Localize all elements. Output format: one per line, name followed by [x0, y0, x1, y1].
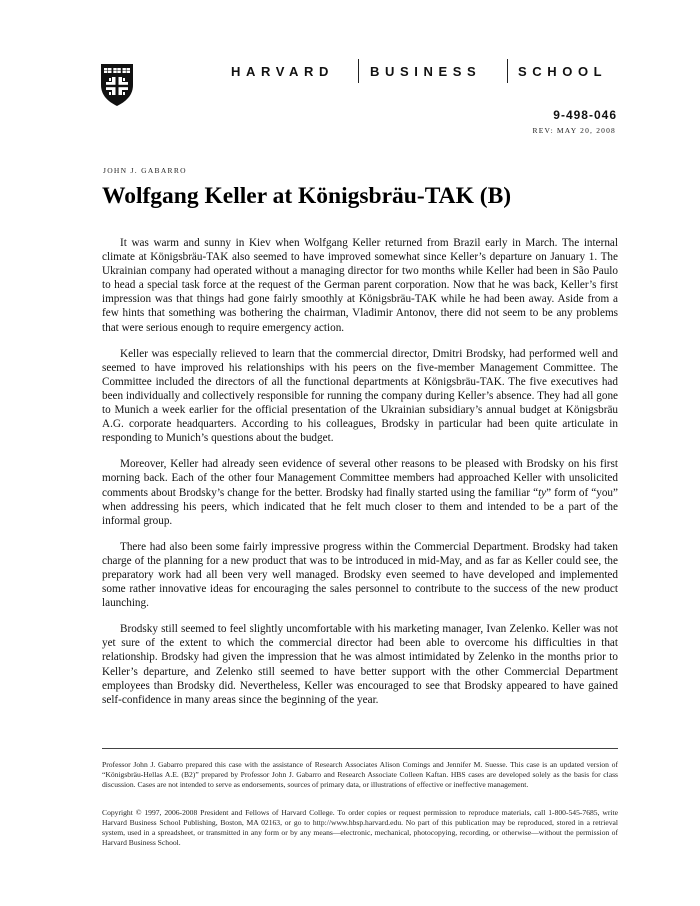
- body-paragraph: Keller was especially relieved to learn that the commercial director, Dmitri Brodsky, had performed well and seemed to have improved his relationships with his peers on the five-member Management Committee. The Committee included the directors of all the functional departments at Königsbräu-TAK. The five executives had been individually and collectively responsible for running the company during Keller’s absence. They had all gone to Munich a week earlier for the official presentation of the Ukrainian subsidiary’s annual budget at Königsbräu A.G. corporate headquarters. According to his colleagues, Brodsky in particular had been quite articulate in responding to Munich’s questions about the budget.: [102, 347, 618, 445]
- body-paragraph: There had also been some fairly impressive progress within the Commercial Department. Brodsky had taken charge of the planning for a new product that was to be introduced in mid-May, and as far as Keller could see, the preparatory work had all been very well managed. Brodsky even seemed to have developed and implemented some rather innovative ideas for encouraging the sales personnel to contribute to the success of the new product launching.: [102, 540, 618, 610]
- school-masthead: [231, 62, 621, 82]
- body-paragraph: Brodsky still seemed to feel slightly uncomfortable with his marketing manager, Ivan Zelenko. Keller was not yet sure of the extent to which the commercial director had been able to overcome his difficulties in that relationship. Brodsky had given the impression that he was almost intimidated by Zelenko in the months prior to Keller’s departure, and Zelenko still seemed to have better support with the other Commercial Department employees than Brodsky did. Nevertheless, Keller was encouraged to see that Brodsky appeared to have gained self-confidence in many areas since the beginning of the year.: [102, 623, 618, 706]
- author-footnote: Professor John J. Gabarro prepared this case with the assistance of Research Associates Alison Comings and Jennifer M. Suesse. This case is an updated version of “Königsbräu-Hellas A.E. (B2)” prepared by Professor John J. Gabarro and Research Associate Colleen Kaftan. HBS cases are developed solely as the basis for class discussion. Cases are not intended to serve as endorsements, sources of primary data, or illustrations of effective or ineffective management.: [102, 760, 618, 789]
- masthead-divider: [507, 59, 508, 83]
- paragraph-text: Moreover, Keller had already seen evidence of several other reasons to be pleased with Brodsky on his first morning back. Each of the other four Management Committee members had approached Keller with unsolicited comments about Brodsky’s change for the better. Brodsky had finally started using the familiar “: [102, 458, 618, 499]
- case-title: Wolfgang Keller at Königsbräu-TAK (B): [102, 183, 512, 209]
- revision-date: REV: MAY 20, 2008: [532, 126, 616, 135]
- paragraph-text: ” form of “you” when addressing his peers, which indicated that he felt much closer to them and intended to be a part of the informal group.: [102, 486, 618, 527]
- masthead-divider: [358, 59, 359, 83]
- body-paragraph: It was warm and sunny in Kiev when Wolfgang Keller returned from Brazil early in March. The internal climate at Königsbräu-TAK also seemed to have improved somewhat since Keller’s departure on January 1. The Ukrainian company had operated without a managing director for two months while Keller had been in São Paulo to head a special task force at the request of the German parent corporation. Now that he was back, Keller’s first impression was that things had gone fairly smoothly at Königsbräu-TAK while he had been away. Aside from a few hints that something was bothering the chairman, Vladimir Antonov, there did not seem to be any problems that were serious enough to require emergency action.: [102, 237, 618, 334]
- footnote-divider: [102, 748, 618, 749]
- author-name: JOHN J. GABARRO: [103, 166, 187, 175]
- masthead-word-harvard: HARVARD: [231, 64, 335, 79]
- masthead-word-business: BUSINESS: [370, 64, 482, 79]
- masthead-word-school: SCHOOL: [518, 64, 608, 79]
- italic-term: ty: [538, 486, 547, 499]
- case-number: 9-498-046: [553, 108, 617, 122]
- body-paragraph: [102, 457, 618, 527]
- copyright-notice: Copyright © 1997, 2006-2008 President and Fellows of Harvard College. To order copies or request permission to reproduce materials, call 1-800-545-7685, write Harvard Business School Publishing, Boston, MA 02163, or go to http://www.hbsp.harvard.edu. No part of this publication may be reproduced, stored in a retrieval system, used in a spreadsheet, or transmitted in any form or by any means—electronic, mechanical, photocopying, recording, or otherwise—without the permission of Harvard Business School.: [102, 808, 618, 847]
- harvard-shield-logo-icon: [100, 63, 134, 107]
- case-body: [102, 236, 618, 719]
